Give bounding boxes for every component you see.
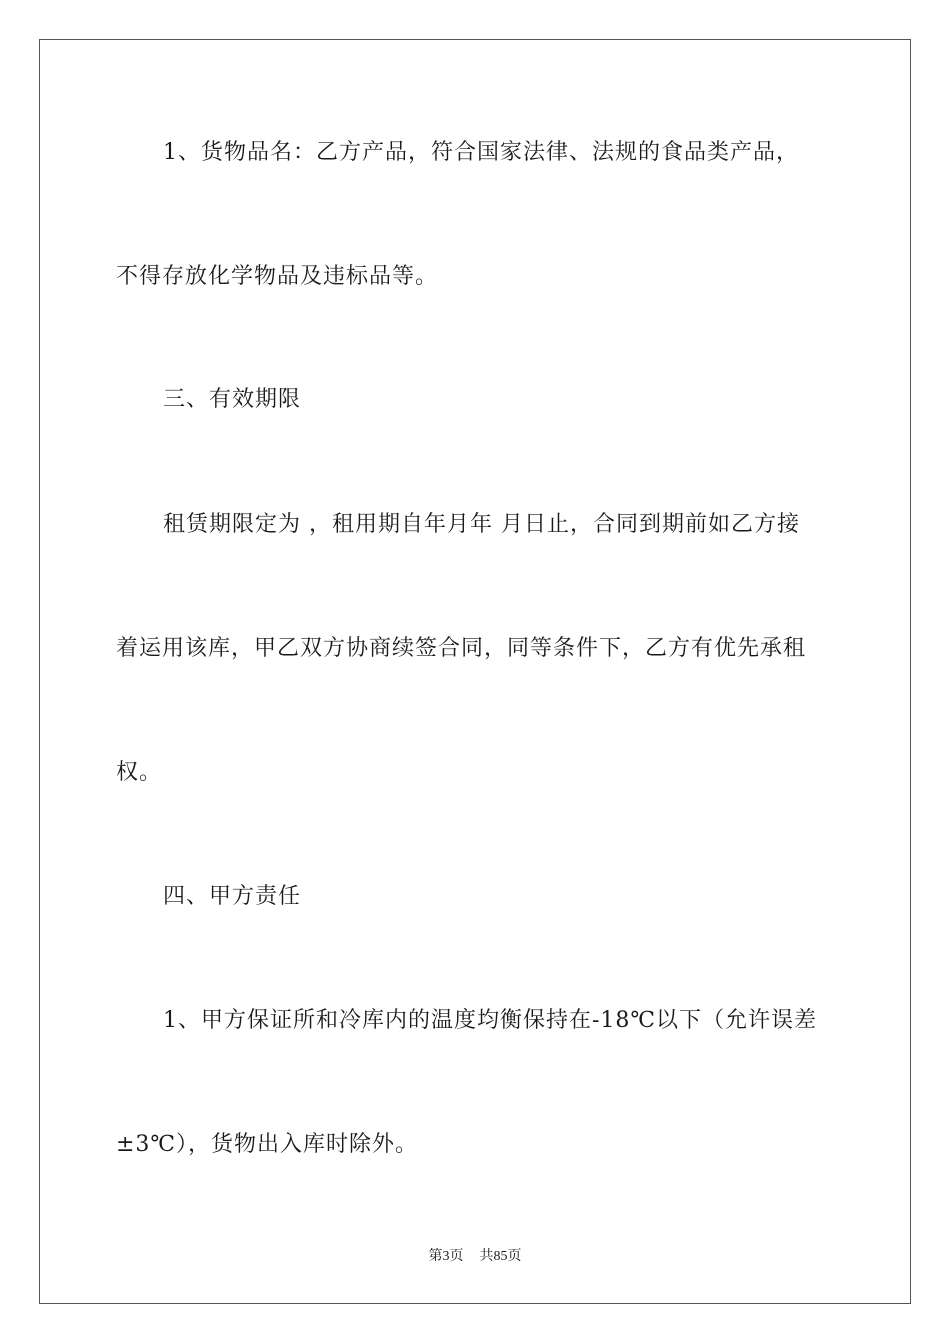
paragraph-line-3: 租赁期限定为 ，租用期自年月年 月日止，合同到期前如乙方接 — [163, 512, 800, 537]
paragraph-line-2: 不得存放化学物品及违标品等。 — [116, 264, 439, 289]
paragraph-line-4: 着运用该库，甲乙双方协商续签合同，同等条件下，乙方有优先承租 — [116, 636, 807, 661]
paragraph-line-1: 1、货物品名：乙方产品，符合国家法律、法规的食品类产品， — [163, 140, 799, 165]
paragraph-line-6: 1、甲方保证所和冷库内的温度均衡保持在-18℃以下（允许误差 — [163, 1008, 818, 1033]
paragraph-line-5: 权。 — [116, 760, 163, 785]
total-pages-label: 共85页 — [479, 1249, 522, 1264]
current-page-label: 第3页 — [428, 1249, 464, 1264]
paragraph-line-7: ±3℃），货物出入库时除外。 — [116, 1132, 419, 1157]
section-heading-party-a: 四、甲方责任 — [163, 884, 302, 909]
page-footer — [0, 1248, 950, 1266]
section-heading-validity: 三、有效期限 — [163, 387, 302, 412]
page-border — [39, 39, 911, 1304]
